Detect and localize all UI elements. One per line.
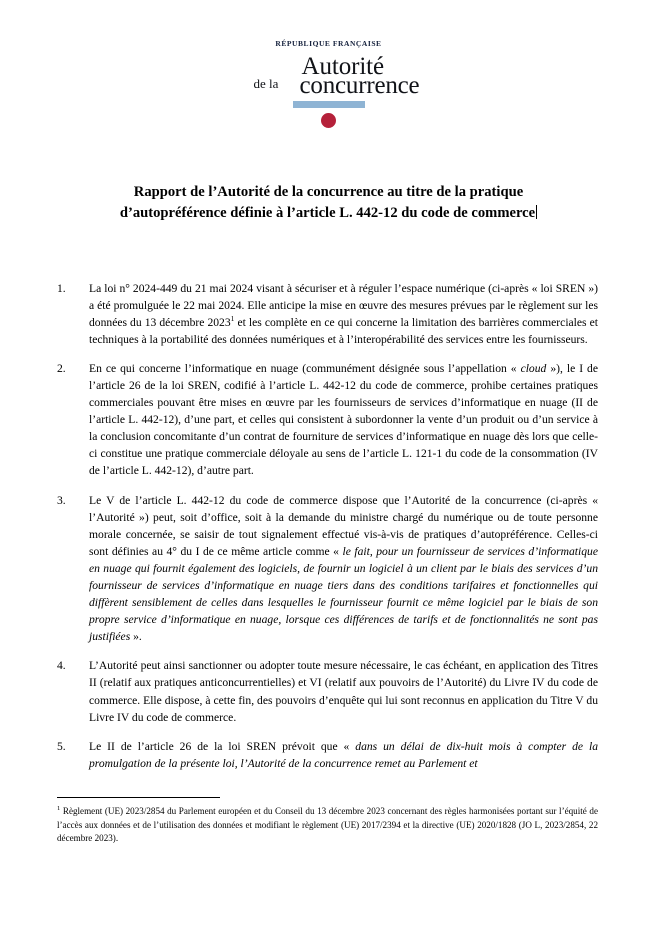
paragraph-text <box>89 280 598 348</box>
numbered-paragraph <box>57 738 598 772</box>
document-title-line-2: d’autopréférence définie à l’article L. 442-12 du code de commerce <box>119 204 536 221</box>
wordmark-dela-text: de la <box>253 75 279 91</box>
paragraph-number: 2. <box>57 361 66 375</box>
paragraph-run: L’Autorité peut ainsi sanctionner ou adopter toute mesure nécessaire, le cas échéant, en application des Titres II (relatif aux pratiques anticoncurrentielles) et VI (relatif aux pouvoirs de l’Autorité) du Livre IV du code de commerce. Elle dispose, à cette fin, des pouvoirs d’enquête qui lui sont reconnus en application du Titre V du Livre IV du code de commerce. <box>89 659 598 724</box>
paragraph-number: 1. <box>57 281 66 295</box>
footnote-text: Règlement (UE) 2023/2854 du Parlement européen et du Conseil du 13 décembre 2023 concernant des règles harmonisées portant sur l’équité de l’accès aux données et de l’utilisation des données et modifiant le règlement (UE) 2017/2394 et la directive (UE) 2020/1828 (JO L, 2023/2854, 22 décembre 2023). <box>57 806 598 844</box>
paragraph-text <box>89 738 598 772</box>
paragraph-run: ». <box>130 630 142 644</box>
paragraph-text <box>89 492 598 646</box>
wordmark-autorite-text: Autorité <box>301 52 385 80</box>
autorite-de-la-concurrence-wordmark <box>244 52 420 99</box>
text-caret <box>536 205 537 219</box>
paragraph-text <box>89 360 598 480</box>
numbered-paragraph <box>57 360 598 480</box>
numbered-paragraph <box>57 492 598 646</box>
numbered-paragraph <box>57 280 598 348</box>
footnote-separator-rule <box>57 797 220 798</box>
logo-red-dot-icon <box>321 113 336 128</box>
paragraph-number: 3. <box>57 493 66 507</box>
footnote-area <box>57 797 598 846</box>
paragraph-number: 4. <box>57 659 66 673</box>
paragraph-run: En ce qui concerne l’informatique en nuage (communément désignée sous l’appellation « <box>89 361 521 375</box>
paragraph-italic-run: cloud <box>520 361 547 375</box>
paragraph-run: et les complète en ce qui concerne la limitation des barrières commerciales et techniques à la portabilité des données numériques et à l’interopérabilité des services entre les fournisseurs. <box>89 315 598 346</box>
masthead-logo <box>0 0 657 128</box>
document-body <box>0 224 657 772</box>
paragraph-number: 5. <box>57 739 66 753</box>
paragraph-run: Le II de l’article 26 de la loi SREN prévoit que « <box>89 739 356 753</box>
paragraph-run: Le V de l’article L. 442-12 du code de commerce dispose que l’Autorité de la concurrence (ci-après « l’Autorité ») peut, soit d’office, soit à la demande du ministre chargé du numérique ou de toute personne morale concernée, se saisir de tout signalement effectué vis-à-vis de pratiques d’autopréférence. Celles-ci sont définies au 4° du I de ce même article comme « <box>89 493 598 558</box>
footnote-1 <box>57 805 598 846</box>
wordmark-concurrence-text: concurrence <box>299 71 420 99</box>
footnote-marker: 1 <box>57 804 61 812</box>
republique-francaise-label: RÉPUBLIQUE FRANÇAISE <box>275 39 382 48</box>
document-title-line-1: Rapport de l’Autorité de la concurrence au titre de la pratique <box>133 183 524 200</box>
footnote-reference-marker: 1 <box>230 313 235 323</box>
paragraph-run: La loi n° 2024-449 du 21 mai 2024 visant à sécuriser et à réguler l’espace numérique (ci-après « loi SREN ») a été promulguée le 22 mai 2024. Elle anticipe la mise en œuvre des mesures prévues par le règlement sur les données du 13 décembre 2023 <box>89 281 598 329</box>
numbered-paragraph <box>57 657 598 725</box>
paragraph-italic-run: le fait, pour un fournisseur de services d’informatique en nuage qui fournit également des logiciels, de fournir un logiciel à un client par le biais des services d’un fournisseur de services d’informatique en nuage tiers dans des conditions tarifaires et fonctionnelles qui diffèrent sensiblement de celles dans lesquelles le fournisseur fournit ce même logiciel par le biais de son propre service d’informatique en nuage, lorsque ces différences de tarifs et de fonctionnalités ne sont pas justifiées <box>89 544 598 644</box>
paragraph-run: »), le I de l’article 26 de la loi SREN, codifié à l’article L. 442-12 du code de commerce, prohibe certaines pratiques commerciales pouvant être mises en œuvre par les fournisseurs de services d’informatique en nuage (II de l’article L. 442-12), d’une part, et celles qui consistent à subordonner la vente d’un produit ou d’un service à la conclusion concomitante d’un contrat de fourniture de services d’informatique en nuage dès lors que celle-ci constitue une pratique commerciale déloyale au sens de l’article L. 121-1 du code de la consommation (IV de l’article L. 442-12), d’autre part. <box>89 361 598 478</box>
paragraph-italic-run: dans un délai de dix-huit mois à compter de la promulgation de la présente loi, l’Autorité de la concurrence remet au Parlement et <box>89 739 599 770</box>
logo-blue-bar-icon <box>293 101 365 108</box>
paragraph-text <box>89 657 598 725</box>
document-title <box>60 182 597 224</box>
